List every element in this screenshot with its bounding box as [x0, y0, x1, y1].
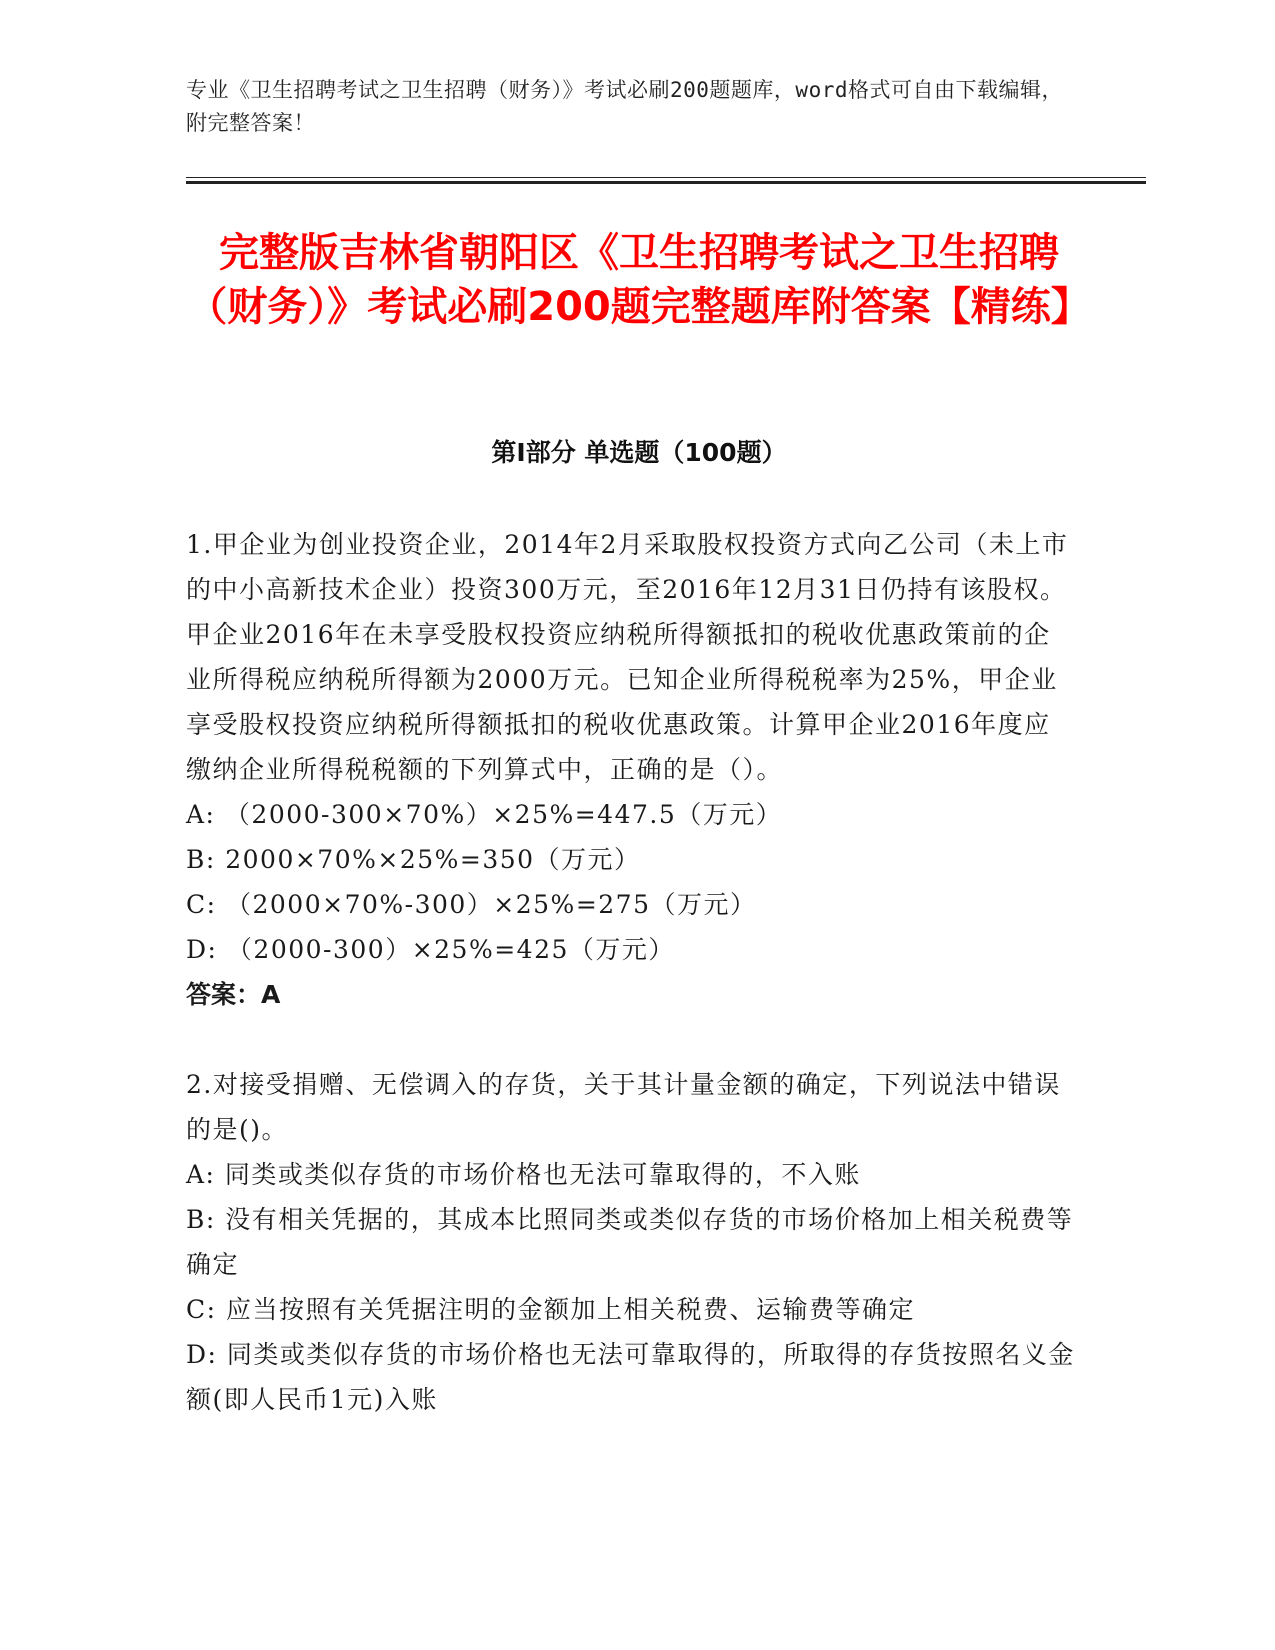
document-title: 完整版吉林省朝阳区《卫生招聘考试之卫生招聘（财务）》考试必刷200题完整题库附答案【精练】 — [187, 230, 1091, 330]
header-note: 专业《卫生招聘考试之卫生招聘（财务）》考试必刷200题题库，word格式可自由下载编辑，附完整答案！ — [186, 78, 1063, 135]
option-b: B: 2000×70%×25%=350（万元） — [186, 845, 641, 874]
option-b: B: 没有相关凭据的，其成本比照同类或类似存货的市场价格加上相关税费等确定 — [186, 1205, 1074, 1279]
header-divider-thin — [186, 177, 1146, 178]
question-stem: 1.甲企业为创业投资企业，2014年2月采取股权投资方式向乙公司（未上市的中小高新技术企业）投资300万元，至2016年12月31日仍持有该股权。甲企业2016年在未享受股权投资应纳税所得额抵扣的税收优惠政策前的企业所得税应纳税所得额为2000万元。已知企业所得税税率为25%，甲企业享受股权投资应纳税所得额抵扣的税收优惠政策。计算甲企业2016年度应缴纳企业所得税税额的下列算式中，正确的是（）。 — [186, 530, 1069, 784]
header-divider-thick — [186, 181, 1146, 184]
question-list — [186, 522, 1076, 1467]
question-1 — [186, 522, 1076, 1017]
option-c: C: 应当按照有关凭据注明的金额加上相关税费、运输费等确定 — [186, 1295, 916, 1324]
option-a: A: 同类或类似存货的市场价格也无法可靠取得的，不入账 — [186, 1160, 861, 1189]
option-a: A: （2000-300×70%）×25%=447.5（万元） — [186, 800, 783, 829]
option-d: D: （2000-300）×25%=425（万元） — [186, 935, 675, 964]
option-c: C: （2000×70%-300）×25%=275（万元） — [186, 890, 757, 919]
question-2 — [186, 1062, 1076, 1422]
section-heading: 第I部分 单选题（100题） — [491, 438, 787, 467]
question-stem: 2.对接受捐赠、无偿调入的存货，关于其计量金额的确定，下列说法中错误的是()。 — [186, 1070, 1061, 1144]
answer-line: 答案：A — [186, 980, 281, 1009]
option-d: D: 同类或类似存货的市场价格也无法可靠取得的，所取得的存货按照名义金额(即人民币1元)入账 — [186, 1340, 1075, 1414]
